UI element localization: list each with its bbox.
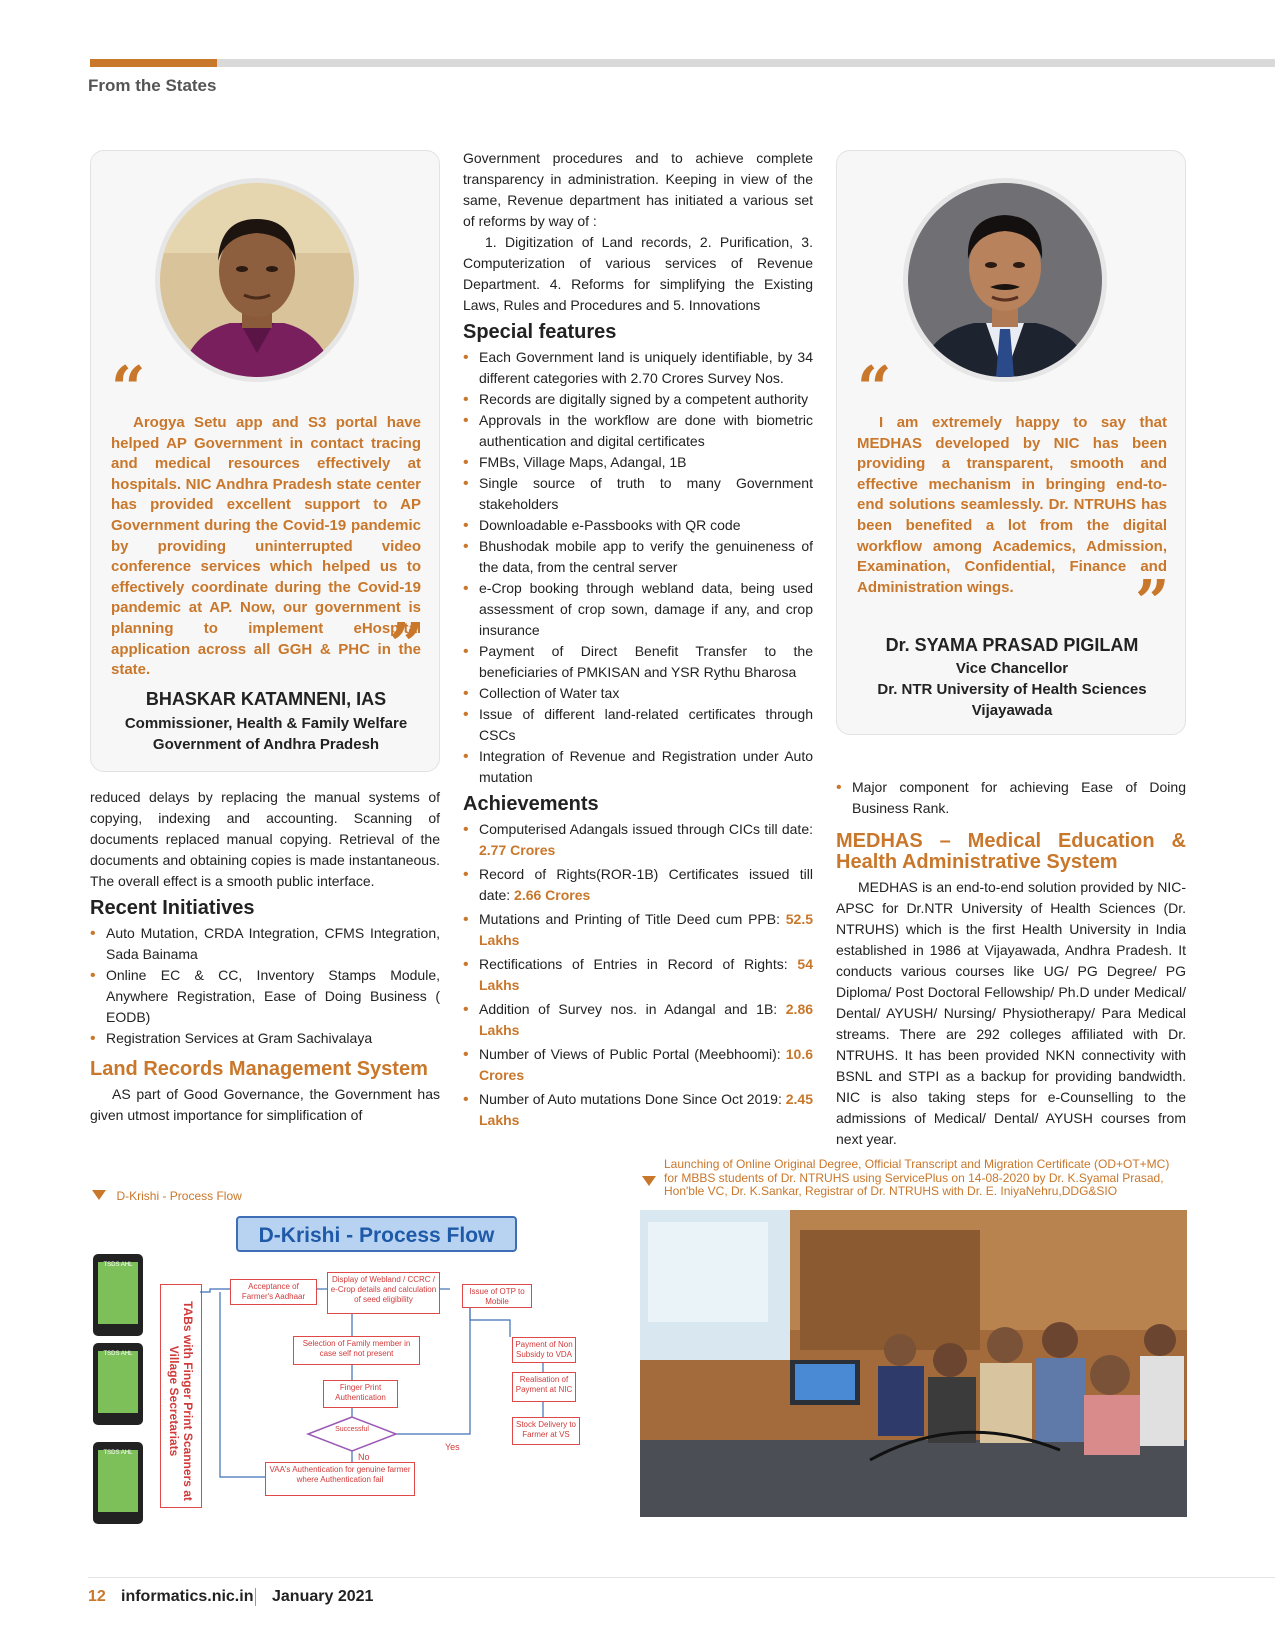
col2-paragraph-1: Government procedures and to achieve complete transparency in administration. Keeping in view of the same, Revenue department has initiated a various set of reforms by way of : xyxy=(463,150,813,229)
list-item: • Each Government land is uniquely identifiable, by 34 different categories with 2.70 Crores Survey Nos. xyxy=(463,347,813,389)
footer-site: informatics.nic.in xyxy=(121,1588,254,1605)
flow-box-payment: Payment of Non Subsidy to VDA xyxy=(512,1337,576,1363)
medhas-paragraph: MEDHAS is an end-to-end solution provided by NIC-APSC for Dr.NTR University of Health Sciences (Dr. NTRUHS) which is the first Health University in India established in 1986 at Vijayawada, Andhra Pradesh. It conducts various courses like UG/ PG Degree/ PG Diploma/ Post Doctoral Fellowship/ Ph.D under Medical/ Dental/ AYUSH/ Nursing/ Physiotherapy/ Para Medical streams. There are 292 colleges affiliated with Dr. NTRUHS. It has been provided NKN connectivity with BSNL and STPI as a backup for providing bandwidth. NIC is also taking steps for e-Counselling to the admissions of Medical/ Dental/ AYUSH courses from next year. xyxy=(836,879,1186,1147)
section-label: From the States xyxy=(88,76,217,95)
list-item: • Single source of truth to many Government stakeholders xyxy=(463,473,813,515)
open-quote-icon: “ xyxy=(111,354,146,424)
achievement-label: Record of Rights(ROR-1B) Certificates issued till date: xyxy=(479,866,813,903)
list-item: • Auto Mutation, CRDA Integration, CFMS Integration, Sada Bainama xyxy=(90,923,440,965)
flow-box-display: Display of Webland / CCRC / e-Crop details and calculation of seed eligibility xyxy=(327,1272,440,1314)
achievement-value: 10.6 Crores xyxy=(479,1046,813,1083)
decision-yes-label: Yes xyxy=(445,1442,460,1452)
achievement-value: 2.45 Lakhs xyxy=(479,1091,813,1128)
recent-initiatives-list xyxy=(90,923,440,1049)
portrait-syama-prasad xyxy=(903,178,1107,382)
achievement-label: Rectifications of Entries in Record of Rights: xyxy=(479,956,788,972)
footer-date: January 2021 xyxy=(272,1588,374,1605)
flow-box-otp: Issue of OTP to Mobile xyxy=(462,1284,532,1308)
header-accent xyxy=(90,59,217,67)
caption-right-text: Launching of Online Original Degree, Official Transcript and Migration Certificate (OD+OT+MC) for MBBS students of Dr. NTRUHS using ServicePlus on 14-08-2020 by Dr. K.Syamal Prasad, Hon'ble VC, Dr. K.Sankar, Registrar of Dr. NTRUHS with Dr. E. IniyaNehru,DDG&SIO xyxy=(664,1157,1170,1198)
achievement-label: Number of Auto mutations Done Since Oct 2019: xyxy=(479,1091,782,1107)
achievement-value: 54 Lakhs xyxy=(479,956,813,993)
list-item: • Registration Services at Gram Sachivalaya xyxy=(90,1028,440,1049)
achievement-label: Mutations and Printing of Title Deed cum PPB: xyxy=(479,911,780,927)
special-features-heading: Special features xyxy=(463,321,617,343)
quote-left-title2: Government of Andhra Pradesh xyxy=(152,736,380,753)
list-item: • Approvals in the workflow are done with biometric authentication and digital certificates xyxy=(463,410,813,452)
list-item xyxy=(463,1089,813,1131)
caption-triangle-icon xyxy=(642,1176,656,1186)
flow-box-stock: Stock Delivery to Farmer at VS xyxy=(512,1417,580,1445)
decision-label: Successful xyxy=(335,1426,369,1433)
list-item: • Bhushodak mobile app to verify the genuineness of the data, from the central server xyxy=(463,536,813,578)
column-1 xyxy=(90,787,440,1126)
achievement-value: 52.5 Lakhs xyxy=(479,911,813,948)
caption-left-text: D-Krishi - Process Flow xyxy=(116,1189,242,1203)
flow-box-realisation: Realisation of Payment at NIC xyxy=(512,1372,576,1402)
close-quote-icon: ” xyxy=(1135,568,1170,638)
list-item xyxy=(463,864,813,906)
portrait-bhaskar-image xyxy=(160,183,354,377)
dkrishi-diagram xyxy=(90,1212,635,1517)
quote-right-title1: Vice Chancellor xyxy=(955,660,1069,677)
list-item: • Records are digitally signed by a competent authority xyxy=(463,389,813,410)
caption-left xyxy=(92,1187,392,1205)
achievement-label: Computerised Adangals issued through CICs till date: xyxy=(479,821,813,837)
footer-divider xyxy=(255,1588,256,1606)
list-item: • FMBs, Village Maps, Adangal, 1B xyxy=(463,452,813,473)
decision-no-label: No xyxy=(358,1452,370,1462)
achievement-value: 2.77 Crores xyxy=(479,842,556,858)
quote-left-text: Arogya Setu app and S3 portal have helped AP Government in contact tracing and medical resources effectively at hospitals. NIC Andhra Pradesh state center has provided excellent support to AP Government during the Covid-19 pandemic by providing uninterrupted video conference services which helped us to effectively coordinate during the Covid-19 pandemic at AP. Now, our government is planning to implement eHospital application across all GGH & PHC in the state. xyxy=(111,414,421,679)
list-item: • Collection of Water tax xyxy=(463,683,813,704)
col2-paragraph-2: 1. Digitization of Land records, 2. Purification, 3. Computerization of various services of Revenue Department. 4. Reforms for simplifying the Existing Laws, Rules and Procedures and 5. Innovations xyxy=(463,234,813,313)
lrms-heading: Land Records Management System xyxy=(90,1058,428,1080)
page-number: 12 xyxy=(88,1588,106,1605)
quote-right-title3: Vijayawada xyxy=(971,702,1053,719)
decision-diamond xyxy=(308,1417,396,1451)
list-item: • Major component for achieving Ease of Doing Business Rank. xyxy=(836,777,1186,819)
list-item xyxy=(463,819,813,861)
list-item xyxy=(463,999,813,1041)
event-photo xyxy=(640,1210,1187,1517)
tablet-screen-label: TSDS AHL xyxy=(98,1450,138,1512)
list-item xyxy=(463,1044,813,1086)
col1-paragraph: reduced delays by replacing the manual systems of copying, indexing and accounting. Scanning of documents replaced manual copying. Retrieval of the documents and obtaining copies is made instantaneous. The overall effect is a smooth public interface. xyxy=(90,789,440,889)
header-rule xyxy=(90,59,1275,67)
medhas-heading: MEDHAS – Medical Education & Health Administrative System xyxy=(836,830,1186,873)
open-quote-icon: “ xyxy=(857,354,892,424)
tablet-screen-label: TSDS AHL xyxy=(98,1262,138,1324)
achievement-value: 2.86 Lakhs xyxy=(479,1001,814,1038)
achievements-list xyxy=(463,819,813,1131)
portrait-syama-prasad-image xyxy=(908,183,1102,377)
quote-right-text: I am extremely happy to say that MEDHAS developed by NIC has been providing a transparent, smooth and effective mechanism in bringing end-to-end solutions seamlessly. Dr. NTRUHS has been benefited a lot from the digital workflow among Academics, Admission, Examination, Confidential, Finance and Administration wings. xyxy=(857,414,1167,596)
list-item: • Downloadable e-Passbooks with QR code xyxy=(463,515,813,536)
quote-card-right xyxy=(836,150,1186,735)
quote-right-title2: Dr. NTR University of Health Sciences xyxy=(877,681,1147,698)
list-item: • Integration of Revenue and Registration under Auto mutation xyxy=(463,746,813,788)
col3-bullet-list xyxy=(836,777,1186,819)
flow-box-selection: Selection of Family member in case self not present xyxy=(293,1336,420,1365)
column-3 xyxy=(836,777,1186,1150)
quote-left-name: BHASKAR KATAMNENI, IAS xyxy=(145,689,387,709)
special-features-list xyxy=(463,347,813,788)
tablet-screen-label: TSDS AHL xyxy=(98,1351,138,1413)
event-photo-image xyxy=(640,1210,1187,1517)
recent-initiatives-heading: Recent Initiatives xyxy=(90,897,255,919)
achievement-value: 2.66 Crores xyxy=(514,887,591,903)
list-item: • e-Crop booking through webland data, being used assessment of crop sown, damage if any, and crop insurance xyxy=(463,578,813,641)
flow-box-acceptance: Acceptance of Farmer's Aadhaar xyxy=(230,1279,317,1305)
achievement-label: Addition of Survey nos. in Adangal and 1B: xyxy=(479,1001,778,1017)
list-item: • Payment of Direct Benefit Transfer to the beneficiaries of PMKISAN and YSR Rythu Bharosa xyxy=(463,641,813,683)
achievement-label: Number of Views of Public Portal (Meebhoomi): xyxy=(479,1046,781,1062)
quote-card-left xyxy=(90,150,440,772)
diagram-title: D-Krishi - Process Flow xyxy=(236,1216,517,1252)
portrait-bhaskar xyxy=(155,178,359,382)
list-item: • Online EC & CC, Inventory Stamps Module, Anywhere Registration, Ease of Doing Business ( EODB) xyxy=(90,965,440,1028)
vertical-label: TABs with Finger Print Scanners at Village Secretariats xyxy=(167,1301,195,1501)
flow-box-finger: Finger Print Authentication xyxy=(323,1380,398,1408)
column-2 xyxy=(463,148,813,1134)
close-quote-icon: ” xyxy=(389,611,424,681)
footer-rule xyxy=(88,1577,1275,1578)
achievements-heading: Achievements xyxy=(463,793,599,815)
list-item xyxy=(463,954,813,996)
list-item: • Issue of different land-related certificates through CSCs xyxy=(463,704,813,746)
list-item xyxy=(463,909,813,951)
caption-triangle-icon xyxy=(92,1190,106,1200)
flow-box-vaa: VAA's Authentication for genuine farmer where Authentication fail xyxy=(265,1462,415,1496)
quote-left-title1: Commissioner, Health & Family Welfare xyxy=(124,715,408,732)
quote-right-name: Dr. SYAMA PRASAD PIGILAM xyxy=(885,635,1139,655)
lrms-paragraph: AS part of Good Governance, the Government has given utmost importance for simplification of xyxy=(90,1086,440,1123)
